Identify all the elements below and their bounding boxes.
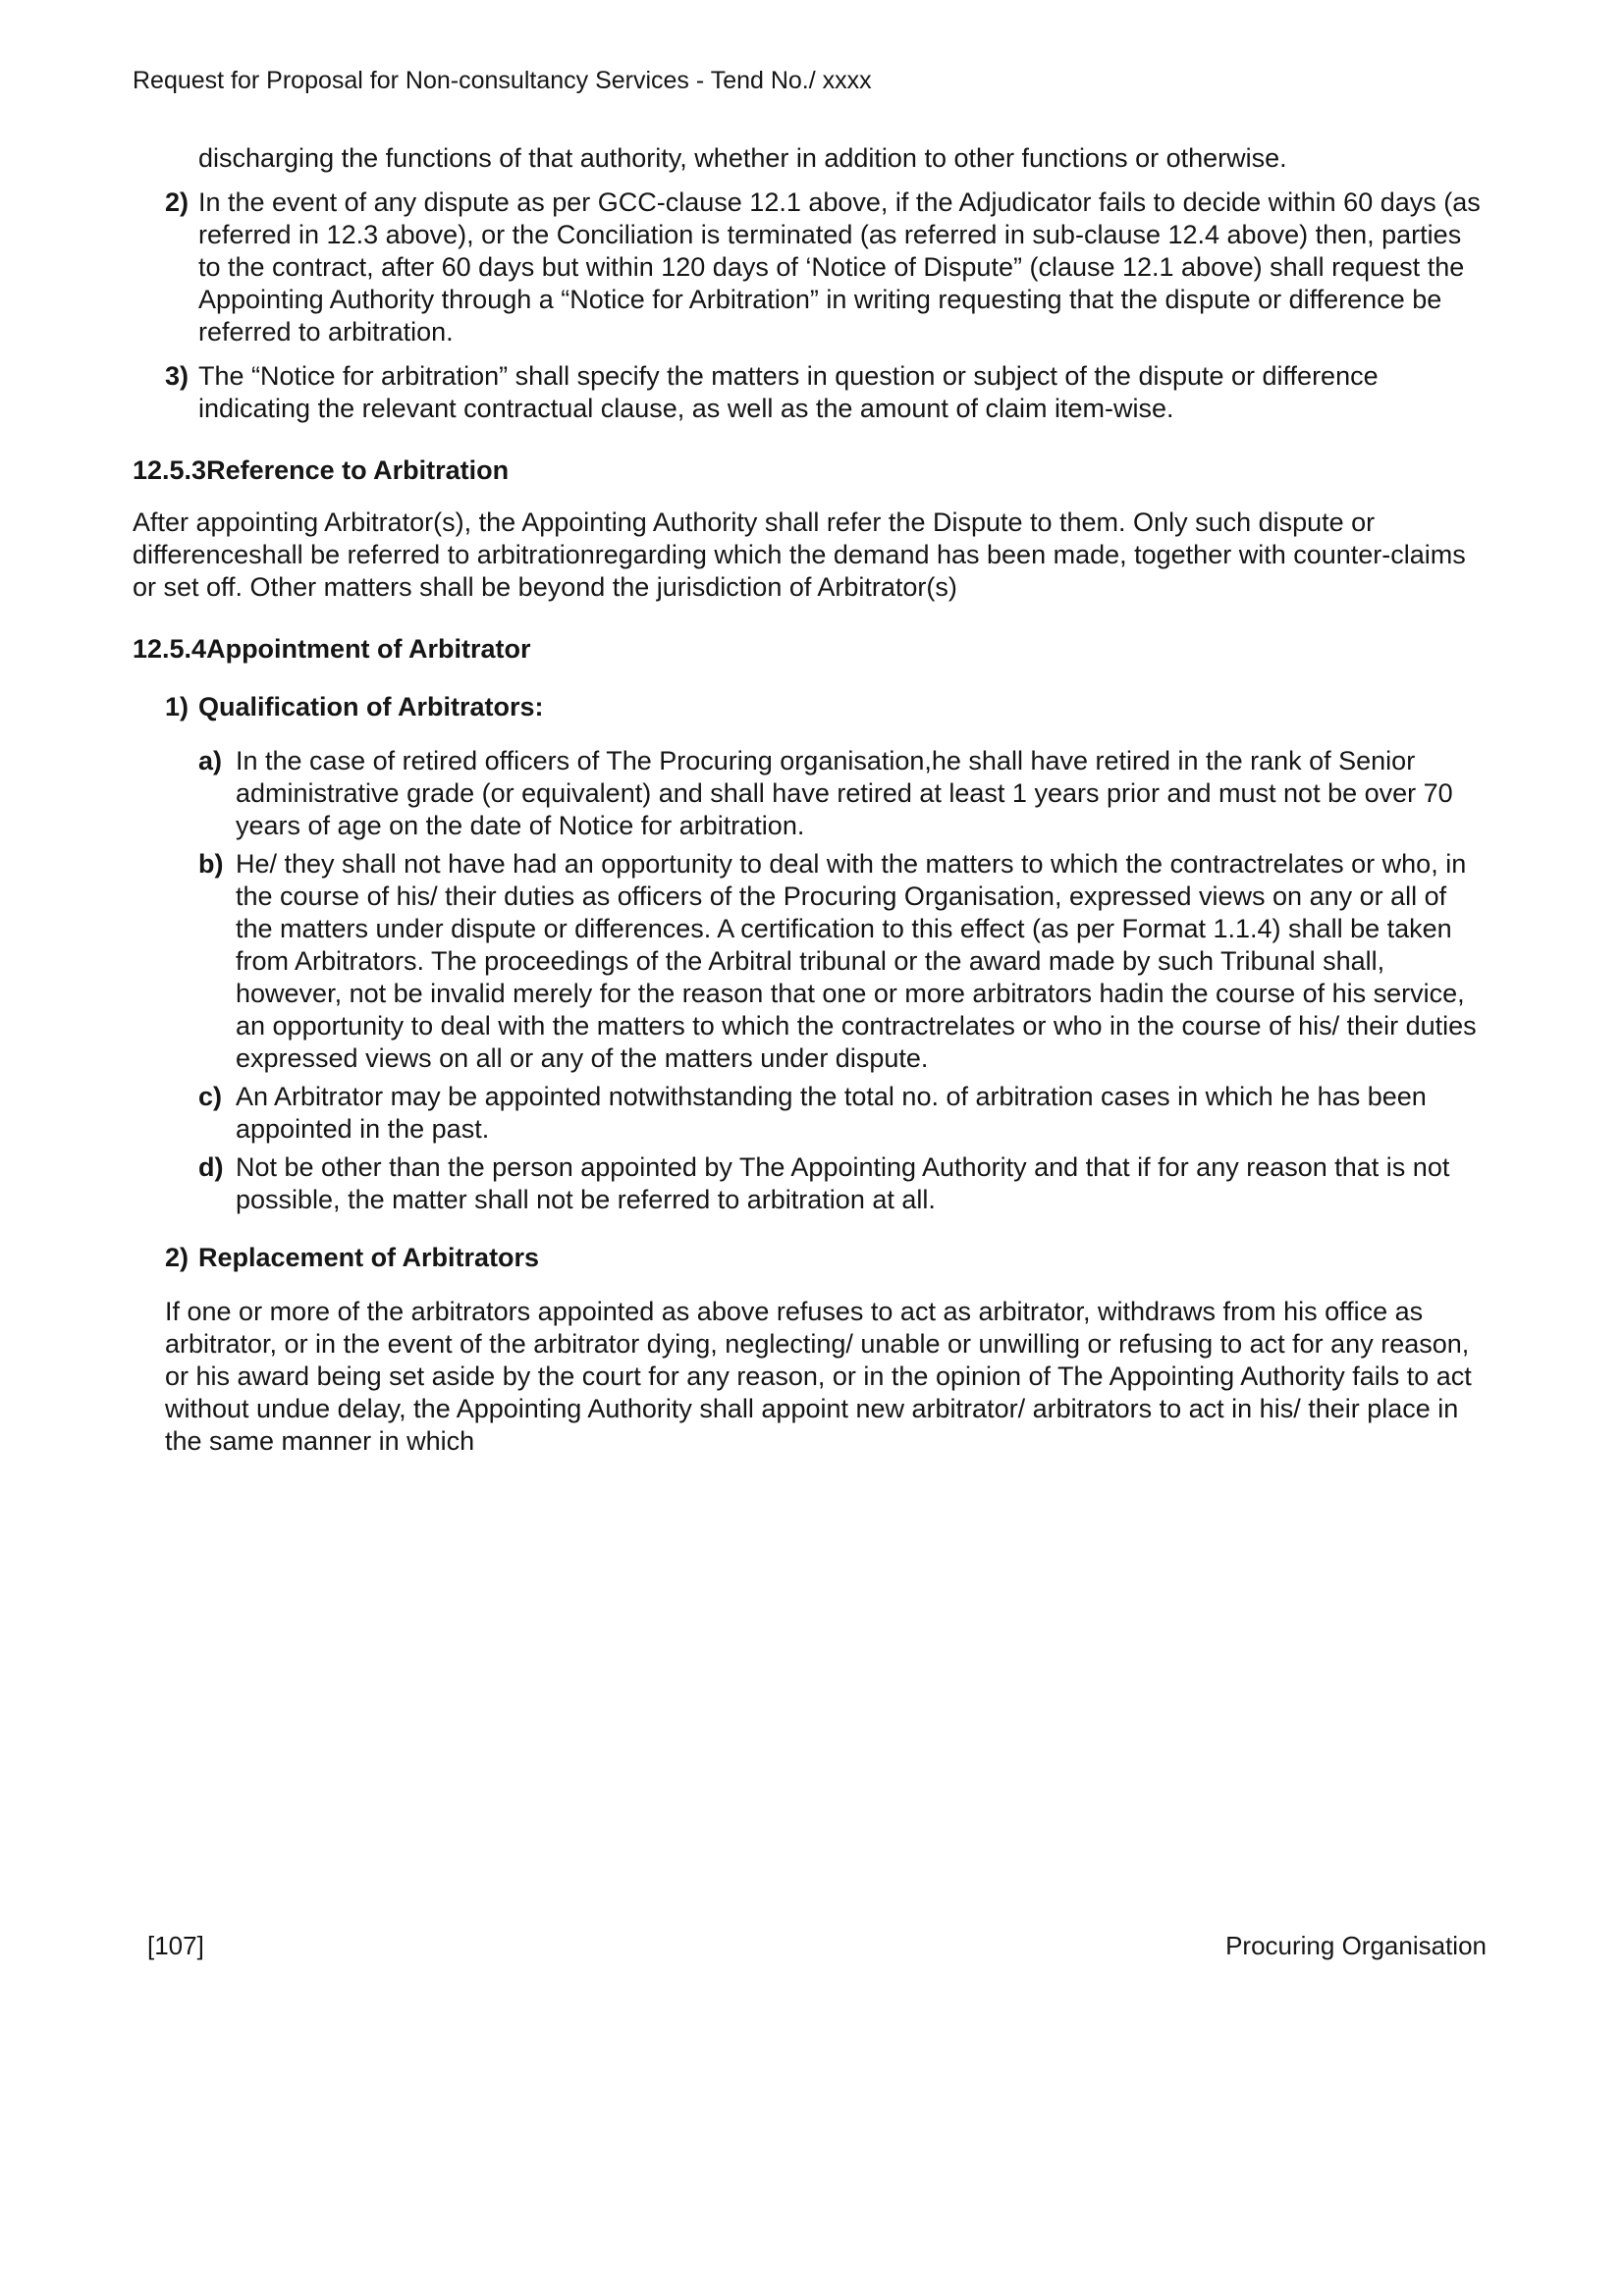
list-item-text: In the case of retired officers of The Procuring organisation,he shall have retired in the rank of Senior administrative grade (or equivalent) and shall have retired at least 1 years prior and must not be over 70 years of age on the date of Notice for arbitration. xyxy=(236,746,1453,840)
header-title: Request for Proposal for Non-consultancy Services - Tend No./ xxxx xyxy=(133,67,872,94)
page-number: [107] xyxy=(147,1931,204,1960)
section-reference-body: After appointing Arbitrator(s), the Appointing Authority shall refer the Dispute to them. Only such dispute or differenceshall be referred to arbitrationregarding which the demand has been made, together with counter-claims or set off. Other matters shall be beyond the jurisdiction of Arbitrator(s) xyxy=(133,507,1466,602)
section-number: 12.5.4 xyxy=(133,634,207,664)
replacement-body: If one or more of the arbitrators appointed as above refuses to act as arbitrator, withdraws from his office as arbitrator, or in the event of the arbitrator dying, neglecting/ unable or unwilling or refusing to act for any reason, or his award being set aside by the court for any reason, or in the opinion of The Appointing Authority fails to act without undue delay, the Appointing Authority shall appoint new arbitrator/ arbitrators to act in his/ their place in the same manner in which xyxy=(165,1297,1472,1456)
subsection-marker: 2) xyxy=(165,1243,189,1272)
numbered-item-3 xyxy=(165,360,1487,425)
paragraph-continuation: discharging the functions of that authority, whether in addition to other functions or otherwise. xyxy=(198,143,1287,173)
subsection-title: Replacement of Arbitrators xyxy=(198,1243,540,1272)
lettered-item-c xyxy=(198,1081,1487,1146)
lettered-item-d xyxy=(198,1151,1487,1216)
list-item-text: In the event of any dispute as per GCC-clause 12.1 above, if the Adjudicator fails to decide within 60 days (as referred in 12.3 above), or the Conciliation is terminated (as referred in sub-clause 12.4 above) then, parties to the contract, after 60 days but within 120 days of ‘Notice of Dispute” (clause 12.1 above) shall request the Appointing Authority through a “Notice for Arbitration” in writing requesting that the dispute or difference be referred to arbitration. xyxy=(198,187,1481,347)
page-header xyxy=(133,65,1487,97)
list-item-text: The “Notice for arbitration” shall specify the matters in question or subject of the dispute or difference indicating the relevant contractual clause, as well as the amount of claim item-wise. xyxy=(198,361,1379,423)
footer-organisation: Procuring Organisation xyxy=(1225,1931,1487,1960)
section-title: Reference to Arbitration xyxy=(206,455,510,485)
list-marker: 2) xyxy=(165,187,189,217)
subsection-qualification-of-arbitrators xyxy=(165,691,1487,723)
list-item-text: He/ they shall not have had an opportunity to deal with the matters to which the contractrelates or who, in the course of his/ their duties as officers of the Procuring Organisation, expressed views on any or all of the matters under dispute or differences. A certification to this effect (as per Format 1.1.4) shall be taken from Arbitrators. The proceedings of the Arbitral tribunal or the award made by such Tribunal shall, however, not be invalid merely for the reason that one or more arbitrators hadin the course of his service, an opportunity to deal with the matters to which the contractrelates or who in the course of his/ their duties expressed views on all or any of the matters under dispute. xyxy=(236,849,1477,1073)
list-marker: b) xyxy=(198,849,224,879)
list-item-text: An Arbitrator may be appointed notwithstanding the total no. of arbitration cases in which he has been appointed in the past. xyxy=(236,1082,1427,1144)
section-title: Appointment of Arbitrator xyxy=(206,634,531,664)
lettered-item-b xyxy=(198,848,1487,1075)
section-heading-reference-to-arbitration xyxy=(133,454,1487,487)
page-footer xyxy=(133,1930,1487,1962)
subsection-title: Qualification of Arbitrators: xyxy=(198,692,544,721)
list-marker: 3) xyxy=(165,361,189,391)
section-number: 12.5.3 xyxy=(133,455,207,485)
subsection-replacement-of-arbitrators xyxy=(165,1242,1487,1274)
list-item-text: Not be other than the person appointed by The Appointing Authority and that if for any reason that is not possible, the matter shall not be referred to arbitration at all. xyxy=(236,1152,1450,1214)
list-marker: c) xyxy=(198,1082,223,1111)
list-marker: d) xyxy=(198,1152,224,1182)
list-marker: a) xyxy=(198,746,223,775)
subsection-marker: 1) xyxy=(165,692,189,721)
lettered-item-a xyxy=(198,745,1487,842)
numbered-item-2 xyxy=(165,187,1487,348)
section-heading-appointment-of-arbitrator xyxy=(133,633,1487,666)
